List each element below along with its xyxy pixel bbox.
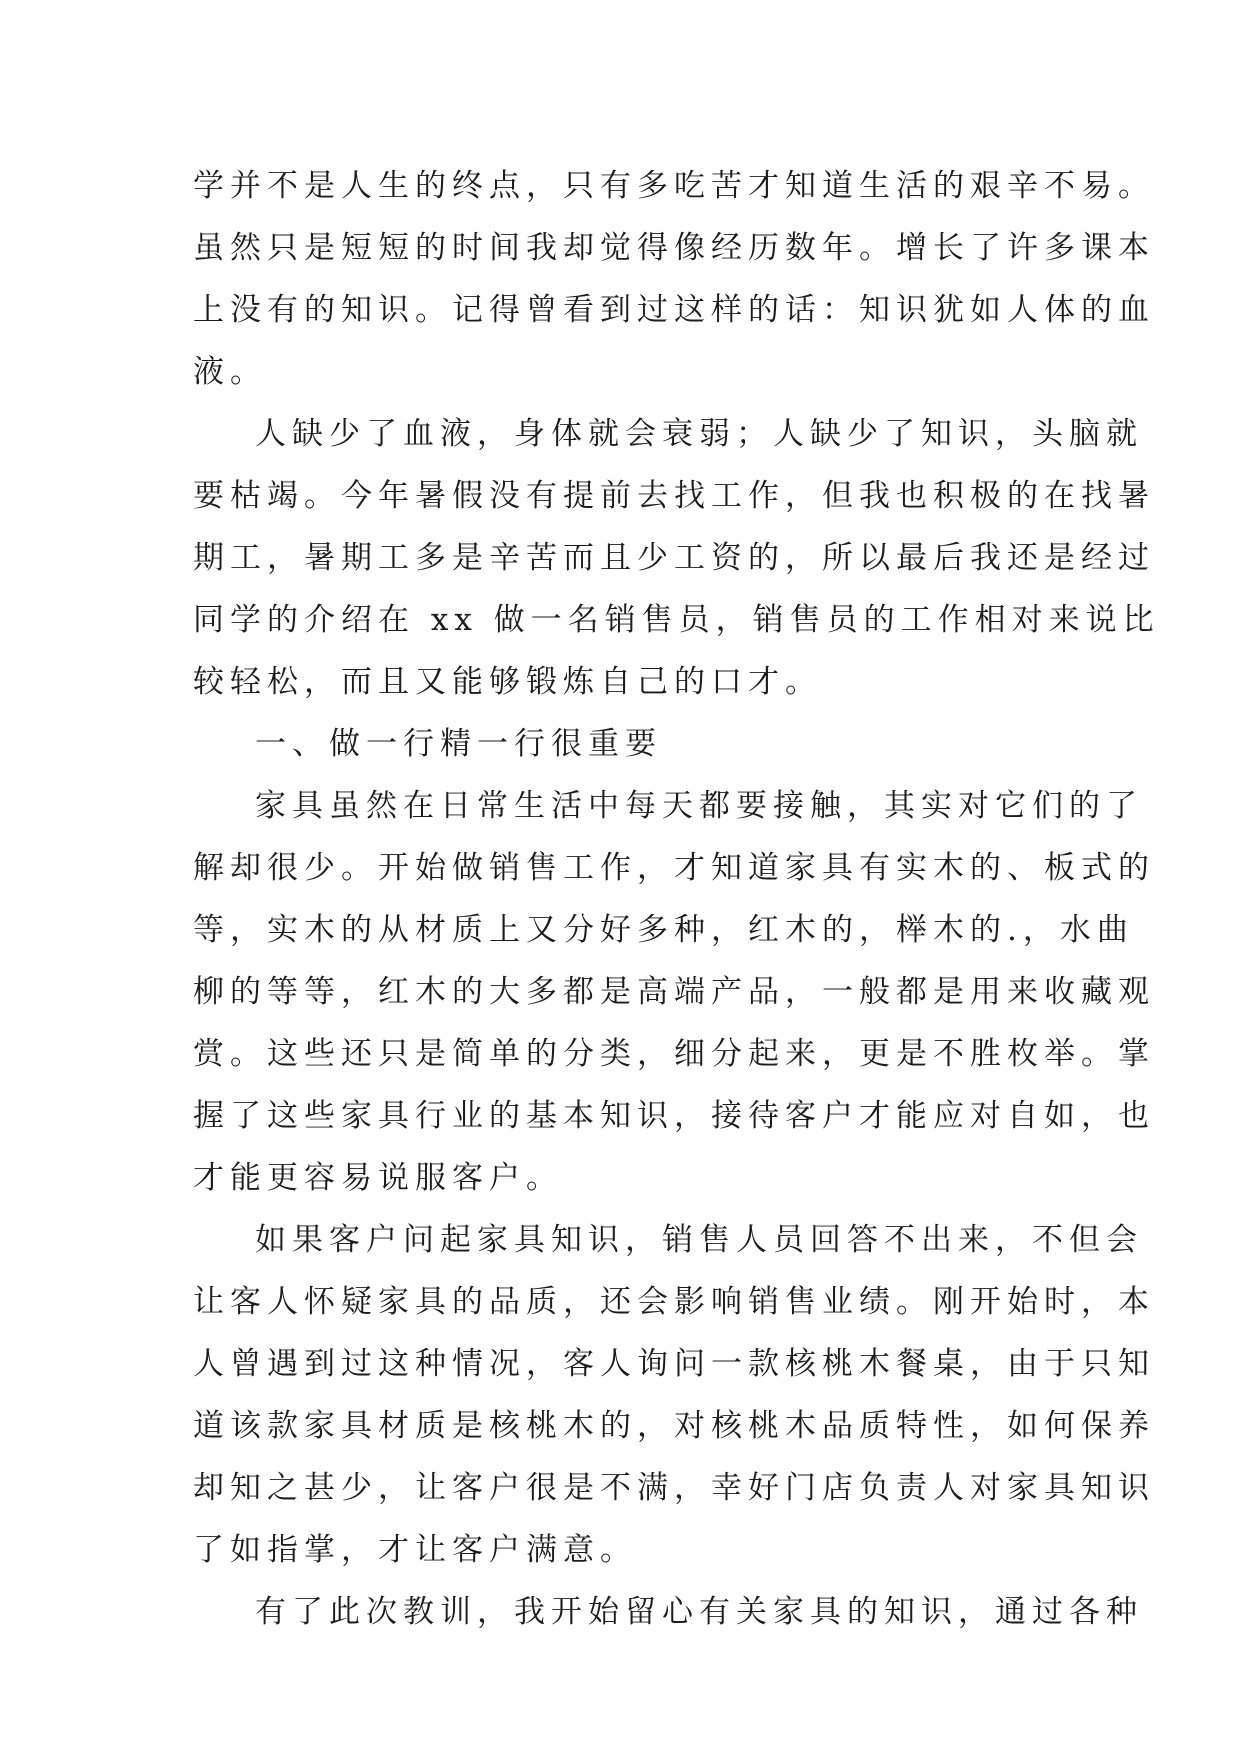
text-line: 人曾遇到过这种情况，客人询问一款核桃木餐桌，由于只知 [193,1346,1155,1382]
text-line: 柳的等等，红木的大多都是高端产品，一般都是用来收藏观 [193,974,1155,1010]
text-line: 期工，暑期工多是辛苦而且少工资的，所以最后我还是经过 [193,540,1155,576]
text-line: 才能更容易说服客户。 [193,1160,563,1196]
text-line: 让客人怀疑家具的品质，还会影响销售业绩。刚开始时，本 [193,1284,1155,1320]
text-line: 赏。这些还只是简单的分类，细分起来，更是不胜枚举。掌 [193,1036,1155,1072]
text-line: 如果客户问起家具知识，销售人员回答不出来，不但会 [255,1222,1143,1258]
text-line: 同学的介绍在 xx 做一名销售员，销售员的工作相对来说比 [193,602,1160,638]
text-line: 了如指掌，才让客户满意。 [193,1532,637,1568]
text-line: 人缺少了血液，身体就会衰弱；人缺少了知识，头脑就 [255,416,1143,452]
text-line: 道该款家具材质是核桃木的，对核桃木品质特性，如何保养 [193,1408,1155,1444]
text-line: 上没有的知识。记得曾看到过这样的话：知识犹如人体的血 [193,292,1155,328]
text-line: 液。 [193,354,267,390]
text-line: 家具虽然在日常生活中每天都要接触，其实对它们的了 [255,788,1143,824]
text-line: 握了这些家具行业的基本知识，接待客户才能应对自如，也 [193,1098,1155,1134]
body-text [193,155,1160,1643]
text-line: 学并不是人生的终点，只有多吃苦才知道生活的艰辛不易。 [193,168,1155,204]
text-line: 等，实木的从材质上又分好多种，红木的，榉木的.，水曲 [193,912,1134,948]
text-line: 虽然只是短短的时间我却觉得像经历数年。增长了许多课本 [193,230,1155,266]
text-line: 要枯竭。今年暑假没有提前去找工作，但我也积极的在找暑 [193,478,1155,514]
section-heading: 一、做一行精一行很重要 [255,726,662,762]
text-line: 却知之甚少，让客户很是不满，幸好门店负责人对家具知识 [193,1470,1155,1506]
text-line: 解却很少。开始做销售工作，才知道家具有实木的、板式的 [193,850,1155,886]
text-line: 较轻松，而且又能够锻炼自己的口才。 [193,664,822,700]
text-line: 有了此次教训，我开始留心有关家具的知识，通过各种 [255,1594,1143,1630]
